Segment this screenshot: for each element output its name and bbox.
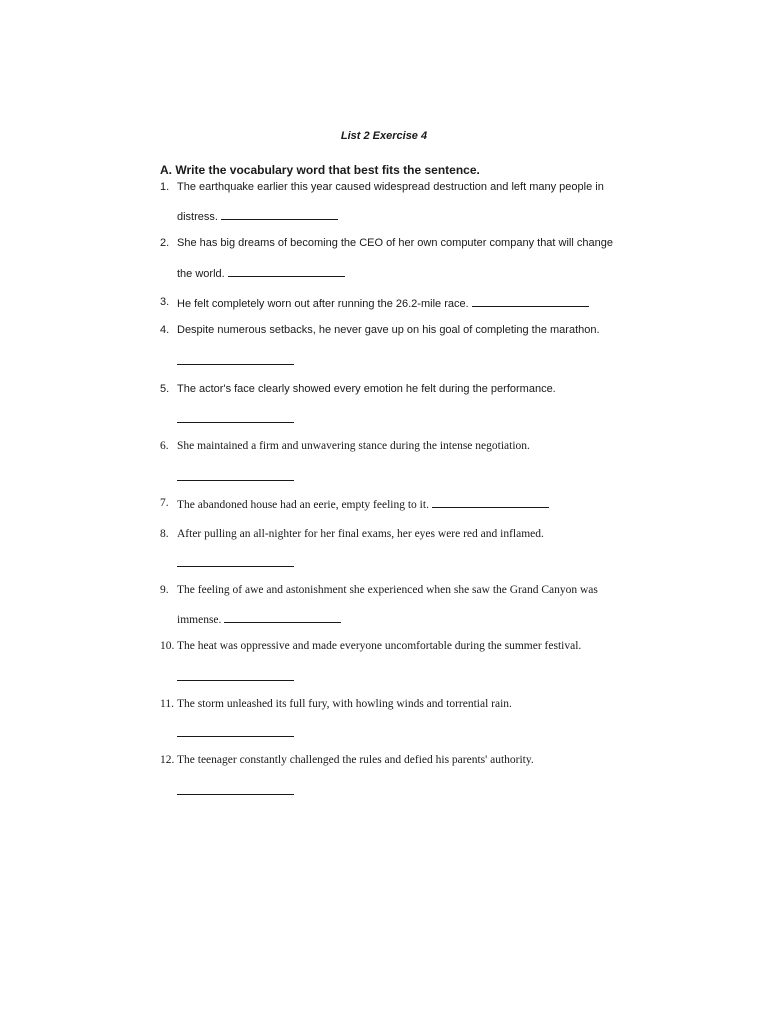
answer-blank[interactable] — [228, 266, 345, 277]
question-text: She maintained a firm and unwavering stance during the intense negotiation. — [177, 440, 530, 452]
question-text: The teenager constantly challenged the rules and defied his parents' authority. — [177, 754, 534, 766]
question-text: The feeling of awe and astonishment she experienced when she saw the Grand Canyon was — [177, 584, 598, 596]
answer-blank[interactable] — [177, 794, 294, 795]
question-text-continued: distress. — [177, 211, 218, 223]
question-text-continued: the world. — [177, 268, 225, 280]
answer-blank[interactable] — [224, 612, 341, 623]
question-text: He felt completely worn out after running the 26.2-mile race. — [177, 298, 469, 310]
question-number: 1. — [160, 181, 170, 193]
question-number: 7. — [160, 497, 169, 509]
question-number: 11. — [160, 698, 174, 710]
answer-blank[interactable] — [432, 497, 549, 508]
question-number: 8. — [160, 528, 169, 540]
question-text: The actor's face clearly showed every emotion he felt during the performance. — [177, 383, 556, 395]
page-title: List 2 Exercise 4 — [340, 130, 428, 142]
question-number: 9. — [160, 584, 169, 596]
answer-blank[interactable] — [472, 296, 589, 307]
question-text: The abandoned house had an eerie, empty feeling to it. — [177, 499, 429, 511]
question-text: She has big dreams of becoming the CEO of her own computer company that will change — [177, 237, 613, 249]
answer-blank[interactable] — [177, 422, 294, 423]
answer-blank[interactable] — [177, 566, 294, 567]
answer-blank[interactable] — [177, 680, 294, 681]
question-number: 2. — [160, 237, 170, 249]
question-number: 6. — [160, 440, 169, 452]
question-text: The earthquake earlier this year caused widespread destruction and left many people in — [177, 181, 604, 193]
section-instruction: A. Write the vocabulary word that best fits the sentence. — [160, 163, 480, 177]
question-text: The heat was oppressive and made everyone uncomfortable during the summer festival. — [177, 640, 582, 652]
answer-blank[interactable] — [177, 364, 294, 365]
question-number: 12. — [160, 754, 175, 766]
question-text: After pulling an all-nighter for her final exams, her eyes were red and inflamed. — [177, 528, 544, 540]
question-number: 4. — [160, 324, 170, 336]
answer-blank[interactable] — [177, 736, 294, 737]
question-number: 5. — [160, 383, 170, 395]
question-text: The storm unleashed its full fury, with howling winds and torrential rain. — [177, 698, 512, 710]
question-number: 10. — [160, 640, 175, 652]
answer-blank[interactable] — [221, 209, 338, 220]
question-number: 3. — [160, 296, 170, 308]
answer-blank[interactable] — [177, 480, 294, 481]
question-text: Despite numerous setbacks, he never gave up on his goal of completing the marathon. — [177, 324, 600, 336]
question-text-continued: immense. — [177, 614, 222, 626]
